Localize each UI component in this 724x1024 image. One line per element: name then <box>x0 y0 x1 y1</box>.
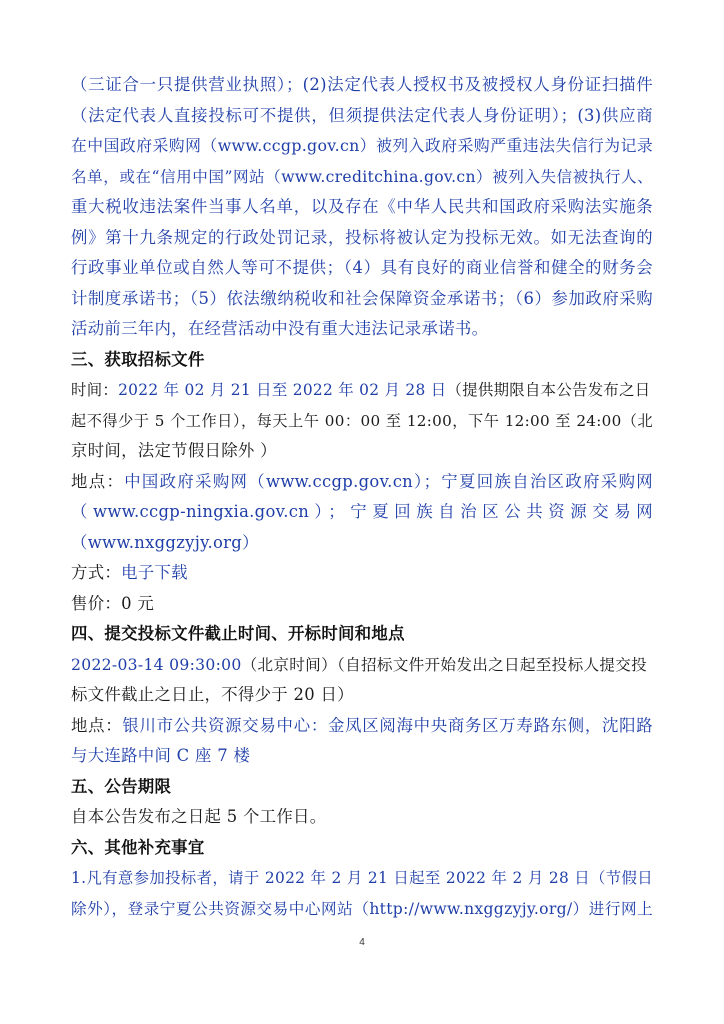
text-line: 行政事业单位或自然人等可不提供；（4）具有良好的商业信誉和健全的财务会 <box>71 258 653 277</box>
text-line: 京时间，法定节假日除外 ） <box>71 441 277 460</box>
time-value: 2022 年 02 月 21 日至 2022 年 02 月 28 日 <box>118 381 447 399</box>
page-number: 4 <box>359 937 365 948</box>
place-line <box>71 711 653 742</box>
price-line <box>71 589 653 620</box>
method-value: 电子下载 <box>121 563 188 582</box>
section-heading: 四、提交投标文件截止时间、开标时间和地点 <box>71 624 405 643</box>
deadline-note: （北京时间）（自招标文件开始发出之日起至投标人提交投 <box>241 655 648 674</box>
text-line: 在中国政府采购网（www.ccgp.gov.cn）被列入政府采购严重违法失信行为记录 <box>71 136 653 155</box>
place-line <box>71 467 653 498</box>
method-label: 方式： <box>71 563 122 582</box>
text-line: 活动前三年内，在经营活动中没有重大违法记录承诺书。 <box>71 319 489 338</box>
text-line: （www.nxggzyjy.org） <box>71 532 259 552</box>
time-label: 时间： <box>71 381 119 399</box>
text-line: 自本公告发布之日起 5 个工作日。 <box>71 807 327 826</box>
text-line: 除外），登录宁夏公共资源交易中心网站（http://www.nxggzyjy.org/）进行网上 <box>71 899 653 918</box>
text-line: （www.ccgp-ningxia.gov.cn）；宁夏回族自治区公共资源交易网 <box>71 502 653 521</box>
text-line: 1.凡有意参加投标者，请于 2022 年 2 月 21 日起至 2022 年 2 月 28 日（节假日 <box>71 869 653 887</box>
place-label: 地点： <box>71 471 125 491</box>
time-note: （提供期限自本公告发布之日 <box>446 381 651 399</box>
text-line: 标文件截止之日止，不得少于 20 日） <box>71 685 354 704</box>
text-line: 起不得少于 5 个工作日），每天上午 00：00 至 12:00，下午 12:00 至 24:00（北 <box>71 411 653 430</box>
section-heading: 六、其他补充事宜 <box>71 837 205 857</box>
text-line: 例》第十九条规定的行政处罚记录，投标将被认定为投标无效。如无法查询的 <box>71 227 653 247</box>
method-line <box>71 558 653 589</box>
text-line: 名单，或在“信用中国”网站（www.creditchina.gov.cn）被列入失信被执行人、 <box>71 167 653 186</box>
deadline-line <box>71 650 653 681</box>
section-heading: 三、获取招标文件 <box>71 349 205 369</box>
text-line: 与大连路中间 C 座 7 楼 <box>71 746 251 765</box>
text-line: 重大税收违法案件当事人名单，以及存在《中华人民共和国政府采购法实施条 <box>71 197 653 216</box>
place-value: 银川市公共资源交易中心：金凤区阅海中央商务区万寿路东侧，沈阳路 <box>122 715 653 735</box>
place-value: 中国政府采购网（www.ccgp.gov.cn）；宁夏回族自治区政府采购网 <box>124 471 653 491</box>
text-line: （法定代表人直接投标可不提供，但须提供法定代表人身份证明）；(3)供应商 <box>71 105 653 125</box>
text-line: 计制度承诺书；（5）依法缴纳税收和社会保障资金承诺书；（6）参加政府采购 <box>71 288 653 308</box>
document-body <box>71 70 653 924</box>
section-heading: 五、公告期限 <box>71 776 172 796</box>
place-label: 地点： <box>71 715 123 735</box>
text-line: （三证合一只提供营业执照）；(2)法定代表人授权书及被授权人身份证扫描件 <box>71 75 653 94</box>
price-label: 售价： <box>71 593 122 613</box>
price-value: 0 元 <box>121 593 155 613</box>
time-line <box>71 375 653 406</box>
deadline-value: 2022-03-14 09:30:00 <box>71 655 242 674</box>
